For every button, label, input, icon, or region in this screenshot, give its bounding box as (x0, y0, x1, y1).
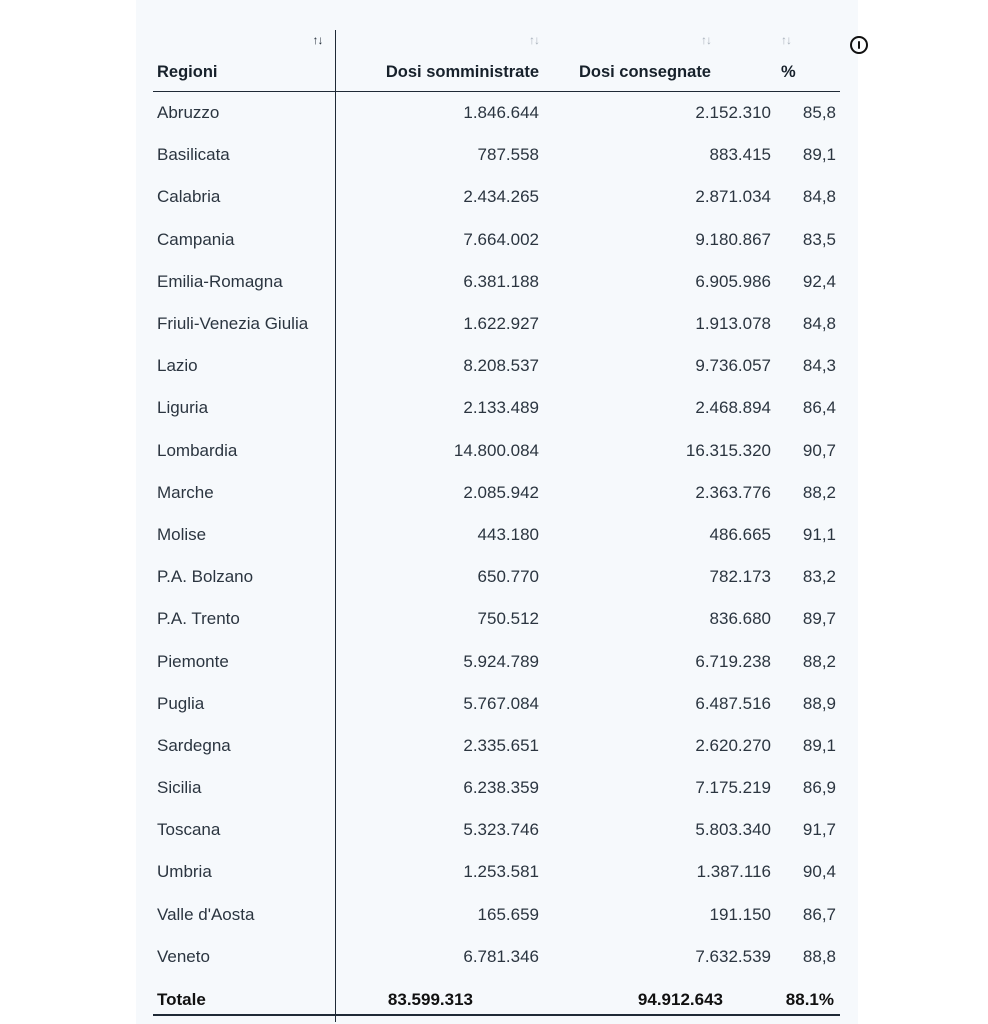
delivered-cell: 6.719.238 (695, 651, 771, 671)
percent-cell: 88,8 (802, 946, 836, 966)
percent-cell: 86,4 (802, 398, 836, 418)
percent-cell: 90,7 (802, 440, 836, 460)
delivered-cell: 7.175.219 (695, 778, 771, 798)
total-delivered: 94.912.643 (637, 989, 723, 1009)
table-row (153, 556, 840, 598)
sort-arrows-icon[interactable]: ↑↓ (781, 33, 791, 47)
region-cell: P.A. Bolzano (153, 556, 335, 598)
delivered-cell: 782.173 (709, 567, 771, 587)
administered-cell: 2.434.265 (463, 187, 539, 207)
sort-arrows-icon[interactable]: ↑↓ (701, 33, 711, 47)
administered-cell: 443.180 (477, 524, 539, 544)
administered-cell: 8.208.537 (463, 356, 539, 376)
region-cell: Lazio (153, 345, 335, 387)
administered-cell: 14.800.084 (453, 440, 539, 460)
delivered-cell: 6.487.516 (695, 693, 771, 713)
region-cell: Sicilia (153, 767, 335, 809)
table-row (153, 134, 840, 176)
table-row (153, 345, 840, 387)
table-row (153, 767, 840, 809)
region-cell: Valle d'Aosta (153, 894, 335, 936)
region-cell: Basilicata (153, 134, 335, 176)
region-cell: Veneto (153, 936, 335, 978)
column-header-label: Dosi consegnate (578, 63, 711, 81)
region-cell: Umbria (153, 851, 335, 893)
percent-cell: 85,8 (802, 103, 836, 123)
total-percent: 88.1% (785, 989, 834, 1009)
percent-cell: 88,9 (802, 693, 836, 713)
table-row (153, 598, 840, 640)
delivered-cell: 2.363.776 (695, 482, 771, 502)
delivered-cell: 2.152.310 (695, 103, 771, 123)
administered-cell: 2.335.651 (463, 735, 539, 755)
region-cell: P.A. Trento (153, 598, 335, 640)
sort-arrows-icon[interactable]: ↑↓ (312, 33, 323, 47)
region-cell: Molise (153, 514, 335, 556)
table-row (153, 894, 840, 936)
percent-cell: 84,8 (802, 314, 836, 334)
info-icon[interactable] (850, 36, 868, 54)
percent-cell: 92,4 (802, 271, 836, 291)
table-row (153, 851, 840, 893)
table-row (153, 219, 840, 261)
percent-cell: 83,2 (802, 567, 836, 587)
region-cell: Campania (153, 219, 335, 261)
percent-cell: 91,7 (802, 820, 836, 840)
delivered-cell: 2.871.034 (695, 187, 771, 207)
column-header-regioni[interactable] (153, 30, 335, 92)
table-row (153, 261, 840, 303)
region-cell: Lombardia (153, 430, 335, 472)
table-row (153, 472, 840, 514)
table-row (153, 92, 840, 135)
table-row (153, 683, 840, 725)
delivered-cell: 836.680 (709, 609, 771, 629)
administered-cell: 7.664.002 (463, 229, 539, 249)
table-row (153, 303, 840, 345)
bottom-divider (153, 1014, 840, 1016)
delivered-cell: 2.620.270 (695, 735, 771, 755)
delivered-cell: 7.632.539 (695, 946, 771, 966)
region-cell: Puglia (153, 683, 335, 725)
table-row (153, 725, 840, 767)
administered-cell: 2.085.942 (463, 482, 539, 502)
administered-cell: 787.558 (477, 145, 539, 165)
percent-cell: 89,7 (802, 609, 836, 629)
column-header-percent[interactable] (773, 30, 840, 92)
delivered-cell: 1.913.078 (695, 314, 771, 334)
delivered-cell: 486.665 (709, 524, 771, 544)
region-cell: Liguria (153, 387, 335, 429)
delivered-cell: 16.315.320 (685, 440, 771, 460)
percent-cell: 88,2 (802, 651, 836, 671)
table-row (153, 936, 840, 978)
administered-cell: 6.238.359 (463, 778, 539, 798)
administered-cell: 1.846.644 (463, 103, 539, 123)
delivered-cell: 6.905.986 (695, 271, 771, 291)
delivered-cell: 2.468.894 (695, 398, 771, 418)
column-header-label: Regioni (157, 63, 218, 81)
vaccine-doses-table (153, 30, 840, 1022)
region-cell: Emilia-Romagna (153, 261, 335, 303)
column-header-dosi-somministrate[interactable] (335, 30, 569, 92)
delivered-cell: 883.415 (709, 145, 771, 165)
total-label: Totale (153, 978, 335, 1022)
administered-cell: 2.133.489 (463, 398, 539, 418)
percent-cell: 86,9 (802, 778, 836, 798)
administered-cell: 6.381.188 (463, 271, 539, 291)
administered-cell: 5.924.789 (463, 651, 539, 671)
delivered-cell: 191.150 (709, 904, 771, 924)
region-cell: Calabria (153, 176, 335, 218)
column-header-label: Dosi somministrate (385, 63, 539, 81)
administered-cell: 6.781.346 (463, 946, 539, 966)
table-row (153, 514, 840, 556)
column-header-label: % (781, 63, 796, 81)
percent-cell: 89,1 (802, 735, 836, 755)
header-row (153, 30, 840, 92)
percent-cell: 88,2 (802, 482, 836, 502)
delivered-cell: 5.803.340 (695, 820, 771, 840)
percent-cell: 91,1 (802, 524, 836, 544)
administered-cell: 5.323.746 (463, 820, 539, 840)
delivered-cell: 9.736.057 (695, 356, 771, 376)
total-administered: 83.599.313 (387, 989, 473, 1009)
administered-cell: 650.770 (477, 567, 539, 587)
percent-cell: 84,8 (802, 187, 836, 207)
region-cell: Sardegna (153, 725, 335, 767)
administered-cell: 750.512 (477, 609, 539, 629)
table-row (153, 809, 840, 851)
column-header-dosi-consegnate[interactable] (569, 30, 773, 92)
administered-cell: 5.767.084 (463, 693, 539, 713)
administered-cell: 165.659 (477, 904, 539, 924)
region-cell: Abruzzo (153, 92, 335, 135)
table-row (153, 640, 840, 682)
administered-cell: 1.253.581 (463, 862, 539, 882)
percent-cell: 83,5 (802, 229, 836, 249)
delivered-cell: 9.180.867 (695, 229, 771, 249)
table-row (153, 176, 840, 218)
region-cell: Marche (153, 472, 335, 514)
region-cell: Piemonte (153, 640, 335, 682)
percent-cell: 90,4 (802, 862, 836, 882)
percent-cell: 84,3 (802, 356, 836, 376)
percent-cell: 86,7 (802, 904, 836, 924)
table-row (153, 387, 840, 429)
region-cell: Toscana (153, 809, 335, 851)
sort-arrows-icon[interactable]: ↑↓ (529, 33, 539, 47)
table-row (153, 430, 840, 472)
percent-cell: 89,1 (802, 145, 836, 165)
delivered-cell: 1.387.116 (696, 862, 771, 882)
administered-cell: 1.622.927 (463, 314, 539, 334)
region-cell: Friuli-Venezia Giulia (153, 303, 335, 345)
